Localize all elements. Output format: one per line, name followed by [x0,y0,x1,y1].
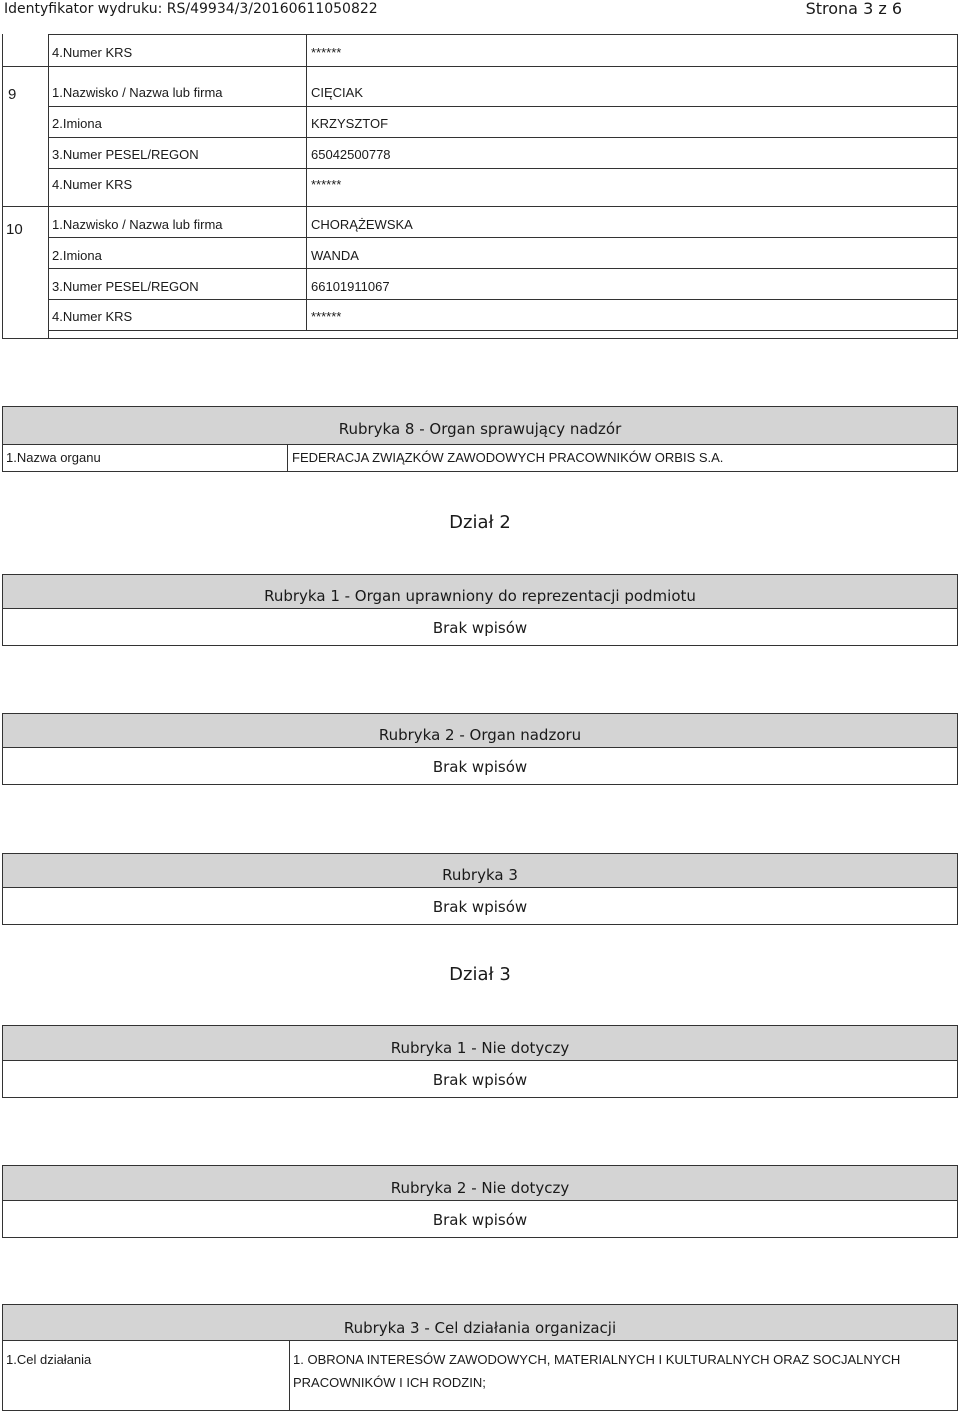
dzial2-title: Dział 2 [449,512,511,533]
section-body: Brak wpisów [3,609,957,645]
person-field-value: CHORĄŻEWSKA [311,217,413,232]
section-title: Rubryka 2 - Nie dotyczy [3,1166,957,1201]
person-field-label: 1.Nazwisko / Nazwa lub firma [52,85,223,100]
dzial2-rubryka3 [2,853,958,925]
dzial2-rubryka1 [2,574,958,646]
goal-label: 1.Cel działania [6,1352,92,1367]
person-field-label: 2.Imiona [52,248,102,263]
person-field-value: KRZYSZTOF [311,116,389,131]
person-field-value: ****** [311,177,342,192]
person-field-label: 2.Imiona [52,116,102,131]
person-index: 9 [8,86,17,103]
section-body: Brak wpisów [3,1061,957,1097]
goal-value-line2: PRACOWNIKÓW I ICH RODZIN; [293,1375,486,1390]
persons-table [0,0,960,340]
dzial3-rubryka2 [2,1165,958,1238]
section-title: Rubryka 2 - Organ nadzoru [3,714,957,748]
person-field-value: 65042500778 [311,147,391,162]
section-body: Brak wpisów [3,1201,957,1237]
section-title: Rubryka 1 - Organ uprawniony do reprezentacji podmiotu [3,575,957,609]
section-title: Rubryka 1 - Nie dotyczy [3,1026,957,1061]
person-field-value: ****** [311,309,342,324]
dzial3-rubryka1 [2,1025,958,1098]
person-field-value: WANDA [311,248,359,263]
section-title: Rubryka 3 - Cel działania organizacji [3,1305,957,1341]
person-field-label: 1.Nazwisko / Nazwa lub firma [52,217,223,232]
print-identifier: Identyfikator wydruku: RS/49934/3/20160611050822 [4,1,378,17]
carry-krs-value: ****** [311,45,342,60]
person-field-label: 4.Numer KRS [52,177,133,192]
person-field-label: 3.Numer PESEL/REGON [52,147,199,162]
person-field-label: 4.Numer KRS [52,309,133,324]
dzial2-rubryka2 [2,713,958,785]
section-body: Brak wpisów [3,888,957,924]
organ-name-value: FEDERACJA ZWIĄZKÓW ZAWODOWYCH PRACOWNIKÓW ORBIS S.A. [292,450,724,465]
section-body: Brak wpisów [3,748,957,784]
goal-value-line1: 1. OBRONA INTERESÓW ZAWODOWYCH, MATERIALNYCH I KULTURALNYCH ORAZ SOCJALNYCH [293,1352,901,1367]
carry-krs-label: 4.Numer KRS [52,45,133,60]
person-index: 10 [6,221,23,238]
person-field-value: 66101911067 [311,279,390,294]
dzial3-title: Dział 3 [449,964,511,985]
person-field-value: CIĘCIAK [311,85,364,100]
rubryka8-title: Rubryka 8 - Organ sprawujący nadzór [3,407,957,445]
organ-name-label: 1.Nazwa organu [6,450,101,465]
dzial3-rubryka3 [2,1304,958,1411]
person-field-label: 3.Numer PESEL/REGON [52,279,199,294]
page-number: Strona 3 z 6 [805,0,902,18]
rubryka8-section [2,406,958,472]
section-title: Rubryka 3 [3,854,957,888]
